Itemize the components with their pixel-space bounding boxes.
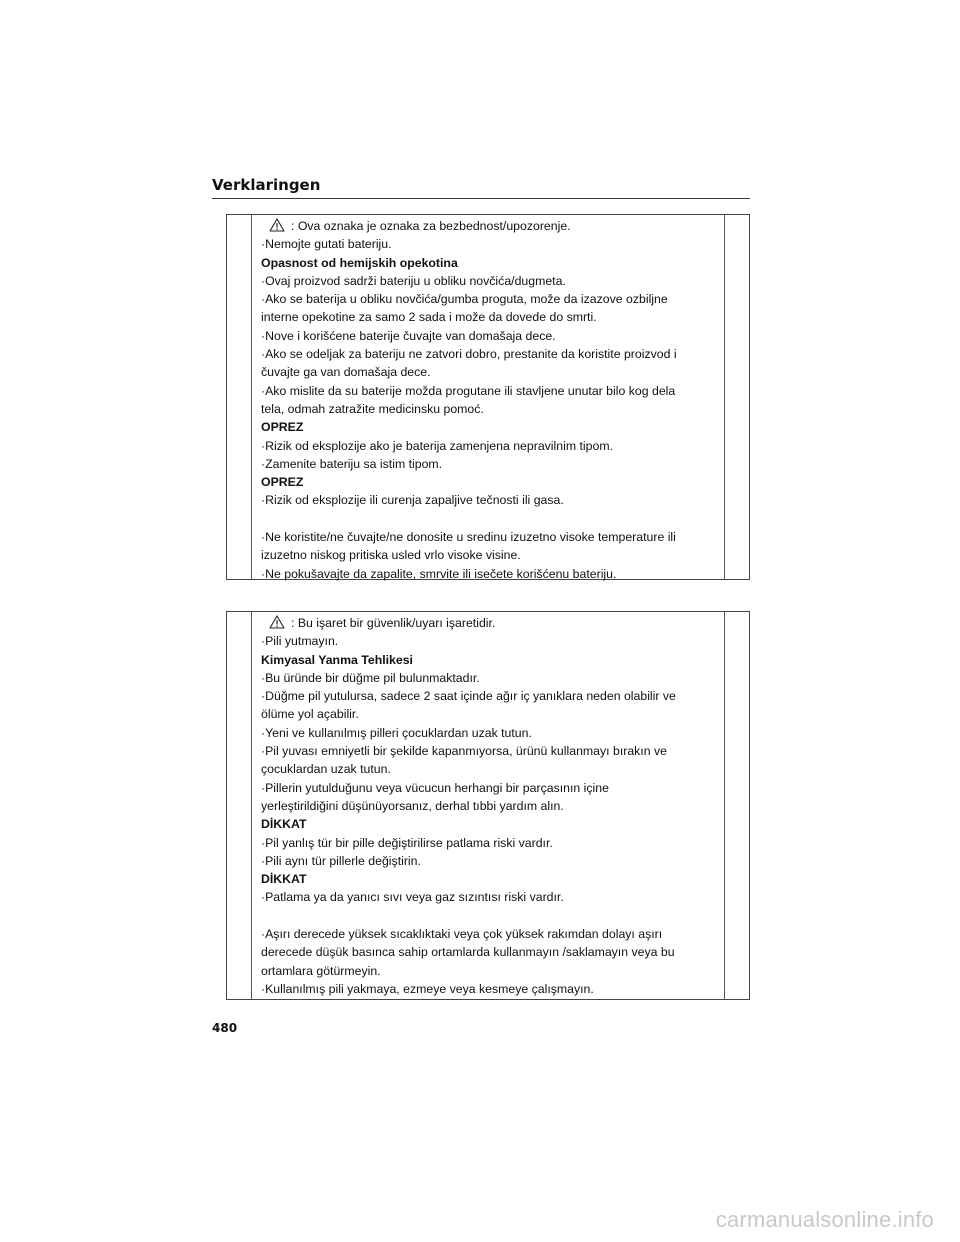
warning-line (261, 962, 721, 980)
warning-line (261, 327, 721, 345)
right-column-rule (724, 612, 725, 999)
warning-line (261, 455, 721, 473)
warning-line (261, 437, 721, 455)
line-text: ·Ovaj proizvod sadrži bateriju u obliku novčića/dugmeta. (261, 273, 566, 288)
line-text: interne opekotine za samo 2 sada i može da dovede do smrti. (261, 310, 597, 325)
line-text: ·Nemojte gutati bateriju. (261, 237, 392, 252)
page-number: 480 (212, 1021, 238, 1035)
warning-line (261, 632, 721, 650)
warning-line (261, 528, 721, 546)
warning-heading (261, 418, 721, 436)
warning-line (261, 345, 721, 363)
line-text: ölüme yol açabilir. (261, 707, 359, 722)
line-text: OPREZ (261, 475, 304, 490)
left-column-rule (251, 612, 252, 999)
line-text: ·Ako se odeljak za bateriju ne zatvori dobro, prestanite da koristite proizvod i (261, 347, 677, 362)
warning-triangle-icon (269, 218, 285, 232)
warning-line (261, 491, 721, 509)
line-text: ·Yeni ve kullanılmış pilleri çocuklardan uzak tutun. (261, 725, 532, 740)
warning-line (261, 272, 721, 290)
warning-line (261, 943, 721, 961)
line-text: ·Ako mislite da su baterije možda progutane ili stavljene unutar bilo kog dela (261, 383, 676, 398)
line-text: ·Pil yanlış tür bir pille değiştirilirse patlama riski vardır. (261, 835, 553, 850)
line-text: çocuklardan uzak tutun. (261, 762, 391, 777)
line-text: ·Ako se baterija u obliku novčića/gumba proguta, može da izazove ozbiljne (261, 292, 668, 307)
line-text: ·Ne pokušavajte da zapalite, smrvite ili isečete korišćenu bateriju. (261, 566, 617, 581)
line-text: ·Nove i korišćene baterije čuvajte van domašaja dece. (261, 328, 556, 343)
line-text: ·Pili yutmayın. (261, 634, 339, 649)
line-text: čuvajte ga van domašaja dece. (261, 365, 431, 380)
warning-line (261, 980, 721, 998)
warning-heading (261, 815, 721, 833)
warning-line (261, 614, 721, 632)
line-text: : Bu işaret bir güvenlik/uyarı işaretidir. (291, 616, 496, 630)
line-text: DİKKAT (261, 817, 307, 832)
line-text: izuzetno niskog pritiska usled vrlo visoke visine. (261, 548, 521, 563)
line-text: yerleştirildiğini düşünüyorsanız, derhal tıbbi yardım alın. (261, 798, 564, 813)
warning-line (261, 217, 721, 235)
left-column-rule (251, 215, 252, 579)
watermark: carmanualsonline.info (715, 1207, 934, 1232)
warning-line (261, 565, 721, 583)
warning-heading (261, 870, 721, 888)
title-divider (212, 198, 750, 199)
line-text: ·Zamenite bateriju sa istim tipom. (261, 456, 443, 471)
warning-line (261, 546, 721, 564)
line-text: ·Ne koristite/ne čuvajte/ne donosite u sredinu izuzetno visoke temperature ili (261, 530, 676, 545)
line-text: DİKKAT (261, 872, 307, 887)
warning-line (261, 705, 721, 723)
line-text: ·Kullanılmış pili yakmaya, ezmeye veya kesmeye çalışmayın. (261, 981, 594, 996)
line-text: ·Patlama ya da yanıcı sıvı veya gaz sızıntısı riski vardır. (261, 890, 564, 905)
warning-heading (261, 473, 721, 491)
warning-line (261, 308, 721, 326)
line-text: ·Pili aynı tür pillerle değiştirin. (261, 853, 421, 868)
warning-line (261, 382, 721, 400)
line-text: ·Rizik od eksplozije ako je baterija zamenjena nepravilnim tipom. (261, 438, 613, 453)
warning-heading (261, 254, 721, 272)
warning-line (261, 363, 721, 381)
warning-line (261, 290, 721, 308)
line-text: ortamlara götürmeyin. (261, 963, 381, 978)
line-text: ·Düğme pil yutulursa, sadece 2 saat içinde ağır iç yanıklara neden olabilir ve (261, 689, 676, 704)
turkish-warning-text (261, 614, 721, 998)
warning-line (261, 742, 721, 760)
line-text: tela, odmah zatražite medicinsku pomoć. (261, 401, 484, 416)
warning-line (261, 760, 721, 778)
warning-line (261, 852, 721, 870)
line-text: ·Aşırı derecede yüksek sıcaklıktaki veya çok yüksek rakımdan dolayı aşırı (261, 927, 663, 942)
warning-heading (261, 651, 721, 669)
warning-line (261, 797, 721, 815)
warning-line (261, 888, 721, 906)
line-text: Opasnost od hemijskih opekotina (261, 255, 458, 270)
line-text: ·Rizik od eksplozije ili curenja zapaljive tečnosti ili gasa. (261, 493, 564, 508)
serbian-warning-text (261, 217, 721, 583)
warning-line (261, 400, 721, 418)
paragraph-gap (261, 510, 721, 528)
line-text: Kimyasal Yanma Tehlikesi (261, 652, 413, 667)
serbian-warning-box (226, 214, 750, 580)
warning-line (261, 724, 721, 742)
line-text: OPREZ (261, 420, 304, 435)
warning-line (261, 669, 721, 687)
line-text: ·Bu üründe bir düğme pil bulunmaktadır. (261, 670, 480, 685)
section-title: Verklaringen (212, 176, 321, 194)
warning-line (261, 779, 721, 797)
warning-line (261, 925, 721, 943)
line-text: ·Pillerin yutulduğunu veya vücucun herhangi bir parçasının içine (261, 780, 609, 795)
line-text: : Ova oznaka je oznaka za bezbednost/upozorenje. (291, 219, 571, 233)
right-column-rule (724, 215, 725, 579)
paragraph-gap (261, 907, 721, 925)
turkish-warning-box (226, 611, 750, 1000)
warning-line (261, 235, 721, 253)
line-text: ·Pil yuvası emniyetli bir şekilde kapanmıyorsa, ürünü kullanmayı bırakın ve (261, 744, 667, 759)
line-text: derecede düşük basınca sahip ortamlarda kullanmayın /saklamayın veya bu (261, 945, 675, 960)
warning-line (261, 687, 721, 705)
warning-line (261, 834, 721, 852)
warning-triangle-icon (269, 615, 285, 629)
